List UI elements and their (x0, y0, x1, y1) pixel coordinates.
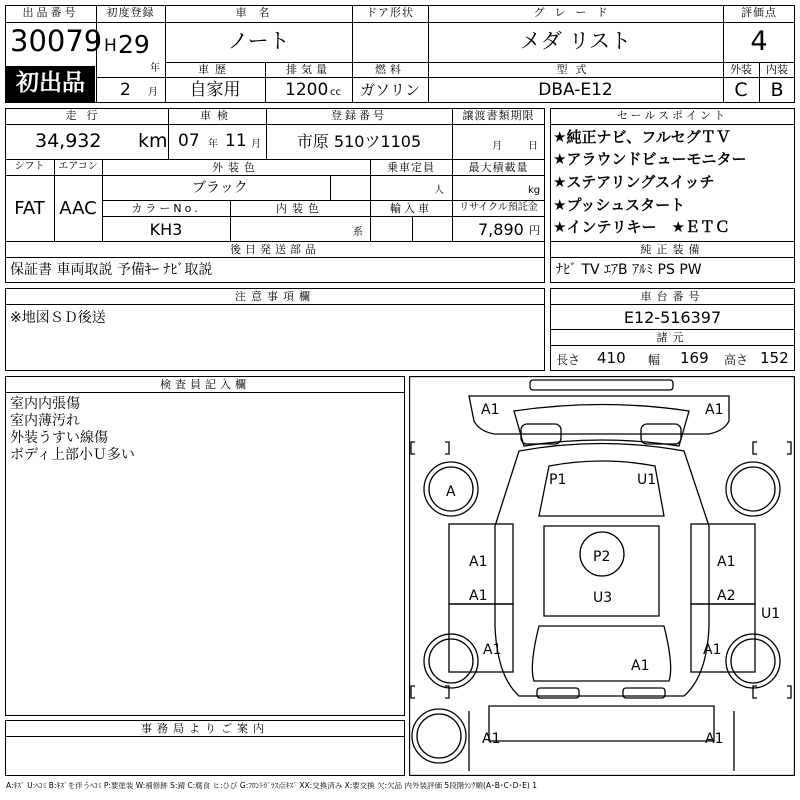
later-parts-value: 保証書 車両取説 予備ｷｰ ﾅﾋﾞ取説 (10, 262, 213, 278)
history-value: 自家用 (189, 80, 241, 100)
height-label: 高さ (724, 353, 749, 367)
first-listing-badge (6, 66, 95, 102)
dims-label: 諸元 (656, 331, 689, 344)
sales-point-2: ★アラウンドビューモニター (553, 150, 747, 168)
aircon-value: AAC (59, 198, 97, 219)
interior-grade-label: 内装 (766, 63, 788, 76)
interior-color-label: 内装色 (276, 202, 324, 215)
first-reg-label: 初度登録 (106, 6, 155, 19)
notes-value: ※地図ＳＤ後送 (10, 310, 106, 326)
mark-right-side: U1 (761, 606, 781, 622)
lot-number: 30079 (10, 24, 103, 58)
fuel-value: ガソリン (359, 81, 420, 99)
car-name-label: 車名 (235, 6, 282, 19)
length-label: 長さ (556, 353, 581, 367)
displacement-unit: cc (330, 87, 341, 98)
door-label: ドア形状 (366, 6, 414, 19)
era-letter: H (104, 36, 117, 56)
mark-bottom-right: A1 (705, 731, 724, 747)
inspector-line-3: 外装うすい線傷 (10, 430, 108, 446)
chassis-label: 車台番号 (640, 290, 705, 303)
equipment-value: ﾅﾋﾞ TV ｴｱB ｱﾙﾐ PS PW (556, 262, 702, 278)
sales-points-label: セールスポイント (616, 109, 728, 122)
notes-label: 注意事項欄 (235, 290, 315, 303)
mark-rear-left-wheel: A1 (483, 642, 502, 658)
mark-left-front-door: A1 (469, 554, 488, 570)
exterior-grade-label: 外装 (730, 63, 752, 76)
import-label: 輸入車 (390, 202, 432, 215)
height-value: 152 (760, 349, 789, 367)
max-load-label: 最大積載量 (468, 161, 529, 174)
mark-right-rear-door: A2 (717, 588, 736, 604)
recycle-value: 7,890 (478, 220, 524, 239)
color-no-value: KH3 (149, 220, 183, 239)
mark-top-right: A1 (705, 402, 724, 418)
mark-top-left: A1 (481, 402, 500, 418)
mileage-unit: km (138, 130, 168, 152)
interior-grade-value: B (770, 79, 784, 101)
exterior-grade-value: C (734, 79, 748, 101)
color-no-label: カラーNo. (131, 202, 201, 215)
sales-point-3: ★ステアリングスイッチ (553, 173, 715, 191)
sales-point-1: ★純正ナビ、フルセグＴＶ (553, 128, 731, 146)
capacity-unit: 人 (434, 185, 444, 196)
lot-label: 出品番号 (22, 6, 79, 19)
score-value: 4 (750, 26, 768, 57)
month-unit: 月 (148, 87, 158, 98)
mark-right-front-door: A1 (717, 554, 736, 570)
grade-label: グレード (533, 6, 618, 19)
transfer-month-unit: 月 (492, 141, 502, 152)
mark-trunk: A1 (631, 658, 650, 674)
fuel-label: 燃料 (375, 63, 405, 76)
office-label: 事務局よりご案内 (141, 722, 269, 735)
width-value: 169 (680, 349, 709, 367)
interior-color-unit: 系 (353, 227, 363, 238)
shift-value: FAT (14, 198, 45, 219)
displacement-label: 排気量 (286, 63, 331, 76)
exterior-color-label: 外装色 (212, 161, 260, 174)
max-load-unit: kg (528, 185, 541, 196)
mark-roof-left: P1 (549, 472, 567, 488)
mileage-value: 34,932 (35, 130, 102, 152)
inspector-line-2: 室内薄汚れ (10, 413, 80, 429)
mark-bottom-left: A1 (482, 731, 501, 747)
mark-rear-right-wheel: A1 (703, 642, 722, 658)
model-value: DBA-E12 (538, 80, 613, 100)
recycle-label: リサイクル預託金 (459, 202, 538, 213)
length-value: 410 (597, 349, 626, 367)
mark-front-left-wheel: A (446, 484, 456, 500)
aircon-label: エアコン (58, 161, 98, 172)
chassis-value: E12-516397 (623, 308, 722, 327)
inspector-line-1: 室内内張傷 (10, 396, 80, 412)
mark-left-rear-door: A1 (469, 588, 488, 604)
mark-center: P2 (593, 549, 611, 565)
legend: A:ｷｽﾞ U:ﾍｺﾐ B:ｷｽﾞを伴うﾍｺﾐ P:要塗装 W:補修跡 S:錆 C:腐食 ヒ:ひび G:ﾌﾛﾝﾄｶﾞﾗｽ点ｷｽﾞ XX:交換済み X:要交換 欠:欠品 内外装評価 5段階ﾗﾝｸ順(A･B･C･D･E) 1 (6, 782, 537, 790)
score-label: 評価点 (741, 6, 777, 19)
sales-point-5: ★インテリキー ★ＥＴＣ (553, 218, 730, 236)
grade-value: メダ リスト (519, 29, 632, 53)
recycle-unit: 円 (529, 224, 540, 237)
sales-point-4: ★プッシュスタート (553, 196, 686, 214)
equipment-label: 純正装備 (640, 243, 705, 256)
shift-label: シフト (14, 161, 45, 172)
inspection-label: 車検 (200, 109, 234, 122)
inspector-label: 検査員記入欄 (160, 378, 250, 391)
registration-label: 登録番号 (331, 109, 387, 122)
transfer-label: 譲渡書類期限 (462, 109, 535, 122)
car-outline-diagram (409, 376, 795, 776)
mark-center-lower: U3 (593, 590, 613, 606)
later-parts-label: 後日発送部品 (230, 243, 320, 256)
history-label: 車歴 (198, 63, 232, 76)
inspection-year-unit: 年 (208, 139, 218, 150)
first-reg-month: 2 (120, 80, 131, 100)
model-label: 型式 (556, 63, 595, 76)
capacity-label: 乗車定員 (387, 161, 435, 174)
registration-value: 市原 510ツ1105 (296, 132, 422, 151)
displacement-value: 1200 (285, 80, 329, 100)
width-label: 幅 (648, 353, 661, 367)
transfer-day-unit: 日 (528, 141, 538, 152)
year-unit: 年 (150, 63, 160, 74)
first-reg-year: 29 (118, 30, 150, 59)
mark-roof-right: U1 (637, 472, 657, 488)
inspection-year: 07 (178, 131, 200, 151)
inspection-month: 11 (225, 131, 247, 151)
inspection-month-unit: 月 (251, 139, 261, 150)
inspector-line-4: ボディ上部小Ｕ多い (10, 447, 135, 463)
first-listing-text: 初出品 (16, 70, 85, 96)
damage-diagram (409, 376, 795, 776)
car-name: ノート (227, 29, 290, 53)
exterior-color-value: ブラック (192, 180, 248, 196)
mileage-label: 走行 (65, 109, 108, 122)
